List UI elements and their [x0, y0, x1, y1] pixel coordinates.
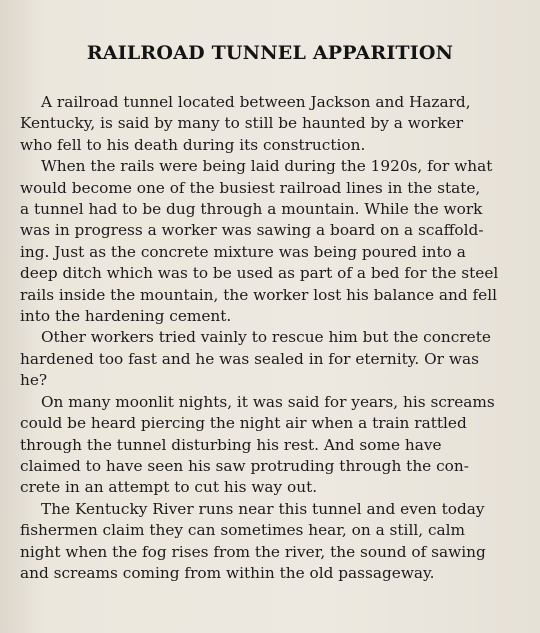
text-line: The Kentucky River runs near this tunnel and even today — [41, 499, 485, 518]
text-line: On many moonlit nights, it was said for years, his screams — [41, 392, 495, 411]
text-line: night when the fog rises from the river, the sound of sawing — [20, 542, 486, 561]
text-line: crete in an attempt to cut his way out. — [20, 478, 318, 497]
text-line: into the hardening cement. — [20, 307, 232, 326]
text-line: and screams coming from within the old passageway. — [20, 563, 435, 582]
text-line: ing. Just as the concrete mixture was being poured into a — [20, 242, 466, 261]
paragraph-3 — [20, 327, 522, 391]
text-line: claimed to have seen his saw protruding through the con- — [20, 456, 469, 475]
text-line: was in progress a worker was sawing a board on a scaffold- — [20, 221, 484, 240]
text-line: deep ditch which was to be used as part of a bed for the steel — [20, 264, 499, 283]
text-line: could be heard piercing the night air when a train rattled — [20, 414, 467, 433]
text-line: When the rails were being laid during the 1920s, for what — [41, 157, 493, 176]
text-line: Kentucky, is said by many to still be haunted by a worker — [20, 114, 464, 133]
paragraph-4 — [20, 392, 522, 499]
text-line: would become one of the busiest railroad lines in the state, — [20, 178, 481, 197]
text-line: a tunnel had to be dug through a mountain. While the work — [20, 200, 483, 219]
paragraph-2 — [20, 156, 522, 327]
text-line: fishermen claim they can sometimes hear, on a still, calm — [20, 521, 466, 540]
paragraph-1 — [20, 92, 522, 156]
text-line: he? — [20, 371, 48, 390]
text-line: through the tunnel disturbing his rest. And some have — [20, 435, 442, 454]
text-line: rails inside the mountain, the worker lost his balance and fell — [20, 285, 498, 304]
story-text — [20, 92, 522, 584]
text-line: Other workers tried vainly to rescue him but the concrete — [41, 328, 491, 347]
text-line: A railroad tunnel located between Jackson and Hazard, — [41, 93, 471, 111]
text-line: hardened too fast and he was sealed in for eternity. Or was — [20, 349, 479, 368]
text-line: who fell to his death during its construction. — [20, 135, 366, 154]
page-title: RAILROAD TUNNEL APPARITION — [86, 42, 454, 64]
paragraph-5 — [20, 499, 522, 585]
